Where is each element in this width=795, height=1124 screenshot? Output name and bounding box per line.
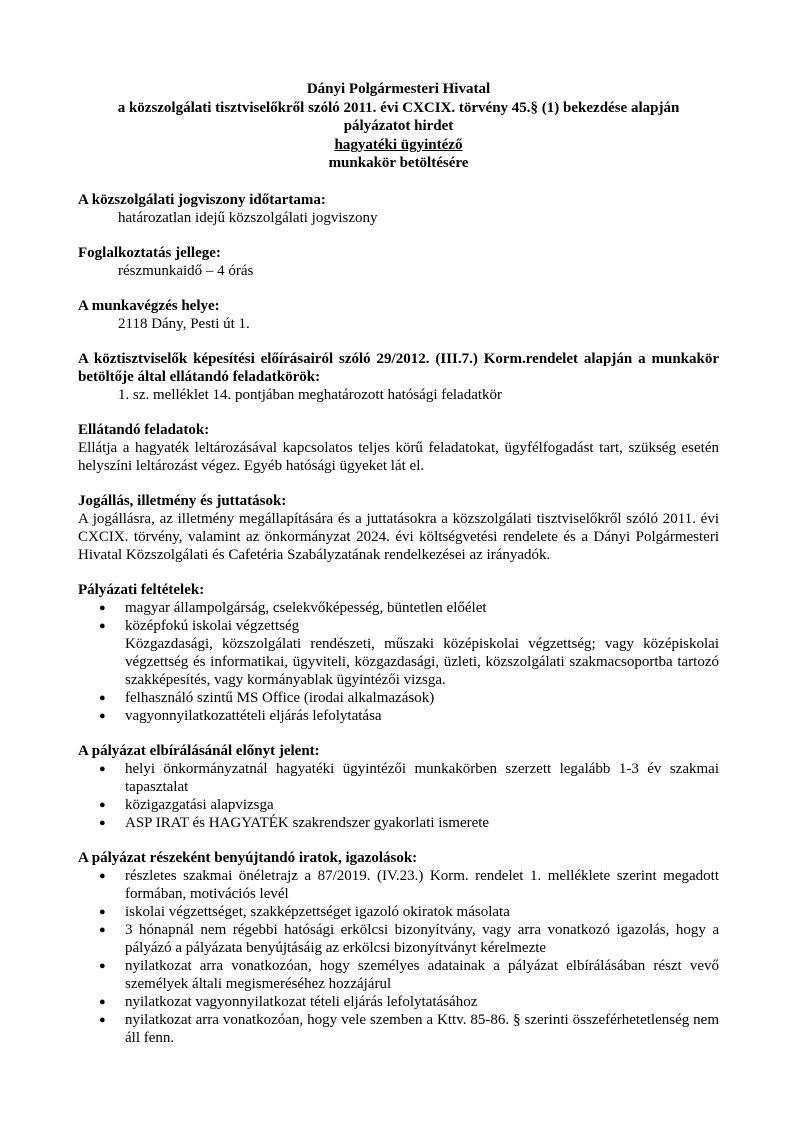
header-legal-basis: a közszolgálati tisztviselőkről szóló 2011. évi CXCIX. törvény 45.§ (1) bekezdése alapján (117, 99, 680, 116)
list-item: ● iskolai végzettséget, szakképzettséget igazoló okiratok másolata (78, 903, 719, 921)
section-feladatok (78, 421, 719, 475)
section-hely (78, 297, 719, 333)
feltetelek-list (78, 599, 719, 725)
list-item: ● ASP IRAT és HAGYATÉK szakrendszer gyakorlati ismerete (78, 814, 719, 832)
section-jogallas (78, 492, 719, 564)
section-jogallas-text: A jogállásra, az illetmény megállapítására és a juttatásokra a közszolgálati tisztviselőkről szóló 2011. évi CXCIX. törvény, valamint az önkormányzat 2024. évi költségvetési rendelete és a Dányi Polgármesteri Hivatal Közszolgálati és Cafetéria Szabályzatának rendelkezései az irányadók. (78, 510, 719, 563)
list-item: ● nyilatkozat arra vonatkozóan, hogy vele szemben a Kttv. 85-86. § szerinti összeférhetetlenség nem áll fenn. (78, 1011, 719, 1047)
section-iratok-title: A pályázat részeként benyújtandó iratok, igazolások: (78, 849, 418, 866)
section-feladatkor-text: 1. sz. melléklet 14. pontjában meghatározott hatósági feladatkör (118, 386, 503, 403)
section-feladatok-title: Ellátandó feladatok: (78, 421, 210, 438)
section-feladatkor (78, 350, 719, 404)
list-item: ● közigazgatási alapvizsga (78, 796, 719, 814)
list-item: ● részletes szakmai önéletrajz a 87/2019. (IV.23.) Korm. rendelet 1. melléklete szerint megadott formában, motivációs levél (78, 867, 719, 903)
section-jogviszony-text: határozatlan idejű közszolgálati jogviszony (118, 209, 378, 226)
list-item: ● 3 hónapnál nem régebbi hatósági erkölcsi bizonyítvány, vagy arra vonatkozó igazolás, hogy a pályázó a pályázata benyújtásáig az erkölcsi bizonyítványt kérelmezte (78, 921, 719, 957)
section-iratok (78, 849, 719, 1047)
section-feladatkor-title: A köztisztviselők képesítési előírásairól szóló 29/2012. (III.7.) Korm.rendelet alapján a munkakör betöltője által ellátandó feladatkörök: (78, 350, 719, 385)
elony-list (78, 760, 719, 832)
section-jelleg-text: részmunkaidő – 4 órás (118, 262, 254, 279)
list-item: ● felhasználó szintű MS Office (irodai alkalmazások) (78, 689, 719, 707)
list-item: ● magyar állampolgárság, cselekvőképesség, büntetlen előélet (78, 599, 719, 617)
header-position-title: hagyatéki ügyintéző (334, 136, 463, 153)
list-item: ● nyilatkozat vagyonnyilatkozat tételi eljárás lefolytatásához (78, 993, 719, 1011)
section-jogallas-title: Jogállás, illetmény és juttatások: (78, 492, 287, 509)
list-item: ● helyi önkormányzatnál hagyatéki ügyintézői munkakörben szerzett legalább 1-3 év szakmai tapasztalat (78, 760, 719, 796)
section-elony-title: A pályázat elbírálásánál előnyt jelent: (78, 742, 320, 759)
section-jelleg-title: Foglalkoztatás jellege: (78, 244, 221, 261)
section-hely-title: A munkavégzés helye: (78, 297, 220, 314)
header-purpose: munkakör betöltésére (328, 155, 469, 171)
section-hely-text: 2118 Dány, Pesti út 1. (118, 315, 250, 332)
section-elony (78, 742, 719, 832)
section-feladatok-text: Ellátja a hagyaték leltározásával kapcsolatos teljes körű feladatokat, ügyfélfogadást tart, szükség esetén helyszíni leltározást végez. Egyéb hatósági ügyeket lát el. (78, 439, 719, 474)
header-announcement: pályázatot hirdet (343, 118, 454, 134)
list-item: ● nyilatkozat arra vonatkozóan, hogy személyes adatainak a pályázat elbírálásában részt vevő személyek általi megismeréséhez hozzájárul (78, 957, 719, 993)
header-organization: Dányi Polgármesteri Hivatal (306, 81, 491, 97)
section-jogviszony-title: A közszolgálati jogviszony időtartama: (78, 191, 326, 208)
section-jogviszony (78, 191, 719, 227)
list-item-detail: Közgazdasági, közszolgálati rendészeti, műszaki középiskolai végzettség; vagy középiskolai végzettség és informatikai, ügyviteli, közgazdasági, üzleti, közszolgálati szakmacsoportba tartozó szakképesítés, vagy kormányablak ügyintézői vizsga. (125, 635, 719, 688)
document-page (78, 80, 719, 1064)
section-jelleg (78, 244, 719, 280)
section-feltetelek-title: Pályázati feltételek: (78, 581, 205, 598)
list-item: ● középfokú iskolai végzettség Közgazdasági, közszolgálati rendészeti, műszaki középiskolai végzettség; vagy középiskolai végzettség és informatikai, ügyviteli, közgazdasági, üzleti, közszolgálati szakmacsoportba tartozó szakképesítés, vagy kormányablak ügyintézői vizsga. (78, 617, 719, 689)
document-header (78, 80, 719, 173)
list-item: ● vagyonnyilatkozattételi eljárás lefolytatása (78, 707, 719, 725)
section-feltetelek (78, 581, 719, 725)
iratok-list (78, 867, 719, 1047)
